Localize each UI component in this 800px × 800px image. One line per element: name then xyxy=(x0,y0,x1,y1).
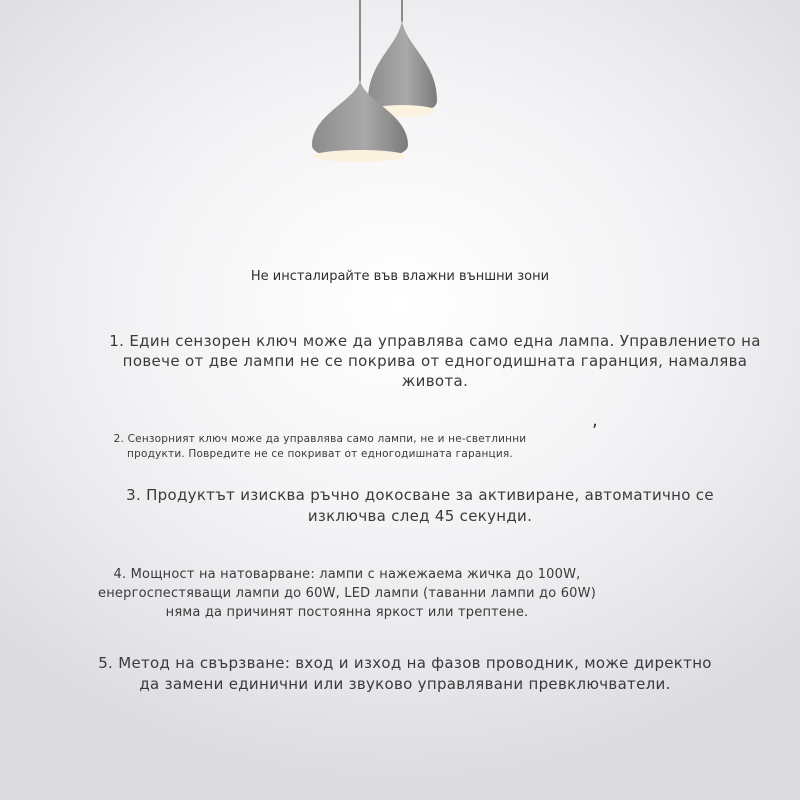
pendant-lamps-illustration xyxy=(0,0,800,200)
note-item-3: 3. Продуктът изисква ръчно докосване за активиране, автоматично се изключва след 45 секунди. xyxy=(126,486,714,525)
lamp-shade-back xyxy=(368,20,437,112)
note-item-5: 5. Метод на свързване: вход и изход на фазов проводник, може директно да замени единични или звуково управлявани превключватели. xyxy=(98,654,712,693)
stray-comma: , xyxy=(592,410,598,431)
installation-warning: Не инсталирайте във влажни външни зони xyxy=(250,269,550,284)
lamp-bulb-glow-front xyxy=(314,150,406,162)
note-item-2: 2. Сензорният ключ може да управлява само лампи, не и не-светлинни продукти. Повредите не се покриват от едногодишната гаранция. xyxy=(113,433,527,460)
note-item-4: 4. Мощност на натоварване: лампи с нажежаема жичка до 100W, енергоспестяващи лампи до 60W, LED лампи (таванни лампи до 60W) няма да причинят постоянна яркост или трептене. xyxy=(98,567,596,620)
note-item-1: 1. Един сензорен ключ може да управлява само една лампа. Управлението на повече от две лампи не се покрива от едногодишната гаранция, намалява живота. xyxy=(109,332,761,390)
